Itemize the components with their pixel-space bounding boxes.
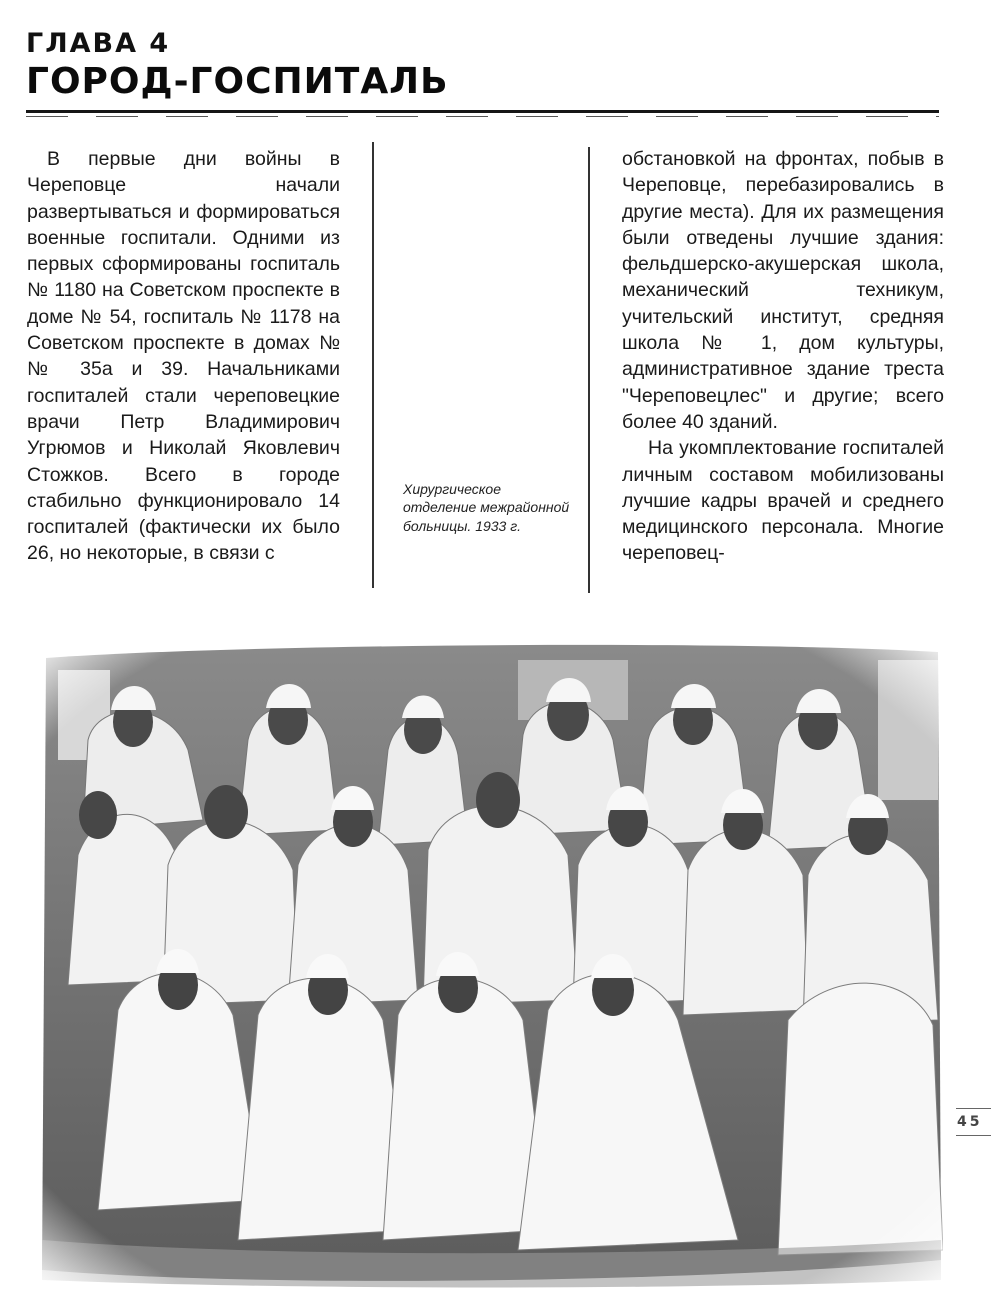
- paragraph: В первые дни войны в Череповце начали развертываться и формироваться военные госпитали. Одними из первых сформированы госпиталь № 1180 на Советском проспекте в доме № 54, госпиталь № 1178 на Советском проспекте в домах №№ 35а и 39. Начальниками госпиталей стали череповецкие врачи Петр Владимирович Угрюмов и Николай Яковлевич Стожков. Всего в городе стабильно функционировало 14 госпиталей (фактически их было 26, но некоторые, в связи с: [27, 148, 340, 565]
- photo-caption: Хирургическое отделение межрайонной больницы. 1933 г.: [403, 481, 570, 534]
- page-number-rule-bottom: [956, 1135, 991, 1136]
- column-divider-right: [588, 147, 590, 593]
- header-rule: [26, 110, 939, 113]
- page-number: 45: [957, 1114, 983, 1130]
- text-column-right: [622, 146, 944, 567]
- chapter-number: ГЛАВА 4: [26, 28, 171, 59]
- paragraph: обстановкой на фронтах, побыв в Череповце, перебазировались в другие места). Для их размещения были отведены лучшие здания: фельдшерско-акушерская школа, механический техникум, учительский институт, средняя школа № 1, дом культуры, административное здание треста "Череповецлес" и другие; всего более 40 зданий.: [622, 148, 944, 433]
- page-number-rule-top: [956, 1108, 991, 1109]
- paragraph: На укомплектование госпиталей личным составом мобилизованы лучшие кадры врачей и среднего медицинского персонала. Многие череповец-: [622, 437, 944, 565]
- text-column-left: [27, 146, 340, 567]
- group-photo: [38, 640, 943, 1290]
- chapter-header: [26, 28, 449, 102]
- column-divider-left: [372, 142, 374, 588]
- chapter-title: ГОРОД-ГОСПИТАЛЬ: [26, 61, 449, 102]
